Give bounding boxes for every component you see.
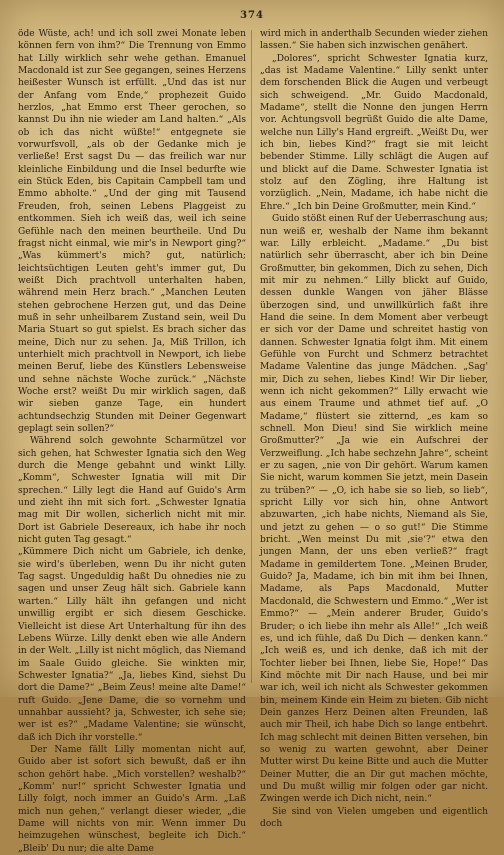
paragraph: Sie sind von Vielen umgeben und eigentlich doch — [260, 806, 488, 829]
paragraph: Guido stößt einen Ruf der Ueberraschung aus; nun weiß er, weshalb der Name ihm bekannt war. Lilly erbleicht. „Madame.“ „Du bist natürlich sehr überrascht, aber ich bin Deine Großmutter, bin gekommen, Dich zu sehen, Dich mit mir zu nehmen.“ Lilly blickt auf Guido, dessen dunkle Wangen von jäher Blässe überzogen sind, und unwillkürlich faßt ihre Hand die seine. In dem Moment aber verbeugt er sich vor der Dame und schreitet hastig von dannen. Schwester Ignatia folgt ihm. Mit einem Gefühle von Furcht und Schmerz betrachtet Madame Valentine das junge Mädchen. „Sag' mir, Dich zu sehen, liebes Kind! Wir Dir lieber, wenn ich nicht gekommen?“ Lilly erwacht wie aus einem Traume und athmet tief auf. „O Madame,“ flüstert sie zitternd, „es kam so schnell. Mon Dieu! sind Sie wirklich meine Großmutter?“ „Ja wie ein Aufschrei der Verzweiflung. „Ich habe sechzehn Jahre“, scheint er zu sagen, „nie von Dir gehört. Warum kamen Sie nicht, warum kommen Sie jetzt, mein Dasein zu trüben?“ — „O, ich habe sie so lieb, so lieb“, spricht Lilly vor sich hin, ohne Antwort abzuwarten, „ich habe nichts, Niemand als Sie, und jetzt zu gehen — o so gut!“ Die Stimme bricht. „Wen meinst Du mit ‚sie‘?“ etwa den jungen Mann, der uns eben verließ?“ fragt Madame in gemildertem Tone. „Meinen Bruder, Guido? Ja, Madame, ich bin mit ihm bei Ihnen, Madame, als Paps Macdonald, Mutter Macdonald, die Schwestern und Emmo.“ „Wer ist Emmo?“ — „Mein anderer Bruder, Guido's Bruder; o ich liebe ihn mehr als Alle!“ „Ich weiß es, und ich fühle, daß Du Dich — denken kann.“ „Ich weiß es, und ich denke, daß ich mit der Tochter lieber bei Ihnen, liebe Sie, Hope!“ Das Kind möchte mit Dir nach Hause, und bei mir war ich, weil ich nicht als Schwester gekommen bin, meinem Kinde ein Heim zu bieten. Gib nicht Dein ganzes Herz Deinen alten Freunden, laß auch mir Theil, ich habe Dich so lange entbehrt. Ich mag schlecht mit deinen Bitten versehen, bin so wenig zu warten gewohnt, aber Deiner Mutter wirst Du keine Bitte und auch die Mutter Deiner Mutter, die an Dir gut machen möchte, und Du mußt willig mir folgen oder gar nicht. Zwingen werde ich Dich nicht, nein.“ — [260, 214, 488, 805]
column-divider — [251, 30, 252, 683]
paragraph: wird mich in anderthalb Secunden wieder ziehen lassen.“ Sie haben sich inzwischen genähert. — [260, 29, 488, 52]
right-text-column — [260, 28, 488, 829]
page-number: 374 — [240, 10, 264, 21]
left-text-column — [18, 28, 246, 854]
paragraph: Der Name fällt Lilly momentan nicht auf, Guido aber ist sofort sich bewußt, daß er ihn schon gehört habe. „Mich vorstellen? weshalb?“ „Komm' nur!“ spricht Schwester Ignatia und Lilly folgt, noch immer an Guido's Arm. „Laß mich nun gehen,“ verlangt dieser wieder, „die Dame will nichts von mir. Wenn immer Du heimzugehen wünschest, begleite ich Dich.“ „Bleib' Du nur; die alte Dame — [18, 744, 246, 854]
paragraph: „Kümmere Dich nicht um Gabriele, ich denke, sie wird's überleben, wenn Du ihr nicht guten Tag sagst. Ungeduldig haßt Du ohnedies nie zu sagen und unser Zeug hält sich. Gabriele kann warten.“ Lilly hält ihn gefangen und nicht unwillig ergibt er sich diesem Geschicke. Vielleicht ist diese Art Unterhaltung für ihn des Lebens Würze. Lilly denkt eben wie alle Andern in der Welt. „Lilly ist nicht möglich, das Niemand im Saale Guido gleiche. Sie winkten mir, Schwester Ignatia?“ „Ja, liebes Kind, siehst Du dort die Dame?“ „Beim Zeus! meine alte Dame!“ ruft Guido. „Jene Dame, die so vornehm und unnahbar aussieht? ja, Schwester, ich sehe sie; wer ist es?“ „Madame Valentine; sie wünscht, daß ich Dich ihr vorstelle.“ — [18, 547, 246, 743]
paragraph: „Dolores“, spricht Schwester Ignatia kurz, „das ist Madame Valentine.“ Lilly senkt unter dem forschenden Blick die Augen und verbeugt sich schweigend. „Mr. Guido Macdonald, Madame“, stellt die Nonne den jungen Herrn vor. Achtungsvoll begrüßt Guido die alte Dame, welche nun Lilly's Hand ergreift. „Weißt Du, wer ich bin, liebes Kind?“ fragt sie mit leicht bebender Stimme. Lilly schlägt die Augen auf und blickt auf die Dame. Schwester Ignatia ist stolz auf den Zögling, ihre Haltung ist vorzüglich. „Nein, Madame, ich habe nicht die Ehre.“ „Ich bin Deine Großmutter, mein Kind.“ — [260, 53, 488, 212]
paragraph: Während solch gewohnte Scharmützel vor sich gehen, hat Schwester Ignatia sich den Weg durch die Menge gebahnt und winkt Lilly. „Komm“, Schwester Ignatia will mit Dir sprechen.“ Lilly legt die Hand auf Guido's Arm und zieht ihn mit sich fort. „Schwester Ignatia mag mit Dir wollen, sicherlich nicht mit mir. Dort ist Gabriele Desereaux, ich habe ihr noch nicht guten Tag gesagt.“ — [18, 436, 246, 546]
paragraph: öde Wüste, ach! und ich soll zwei Monate leben können fern von ihm?“ Die Trennung von Emmo hat Lilly wirklich sehr wehe gethan. Emanuel Macdonald ist zur See gegangen, seines Herzens heißester Wunsch ist erfüllt. „Und das ist nur der Anfang vom Ende,“ prophezeit Guido herzlos, „hat Emmo erst Theer gerochen, so kannst Du ihn nie wieder am Land halten.“ „Als ob ich das nicht wüßte!“ entgegnete sie vorwurfsvoll, „als ob der Gedanke mich je verließe! Erst sagst Du — das freilich war nur kleinliche Einbildung und die Insel bedurfte wie ein Stück Eden, bis Capitain Campbell tam und Emmo abholte.“ „Und der ging mit Tausend Freuden, froh, seinen Lebens Plaggeist zu entkommen. Sieh ich weiß das, weil ich seine Gefühle nach den meinen beurtheile. Und Du fragst nicht einmal, wie mir's in Newport ging?“ „Was kümmert's mich? gut, natürlich; leichtsüchtigen Leuten geht's immer gut, Du weißt Dich prachtvoll unterhalten haben, während mein Herz brach.“ „Manchen Leuten stehen gebrochene Herzen gut, und das Deine muß in sehr unheilbarem Zustand sein, weil Du Maria Stuart so gut spielst. Es brach sicher das meine, Dich nur zu sehen. Ja, Miß Trillon, ich unterhielt mich prachtvoll in Newport, ich liebe meinen Beruf, liebe des Künstlers Lebensweise und sehne nächste Woche zurück.“ „Nächste Woche erst? weißt Du mir wirklich sagen, daß wir sieben ganze Tage, ein hundert achtundsechzig Stunden mit Deiner Gegenwart geplagt sein sollen?“ — [18, 29, 246, 434]
